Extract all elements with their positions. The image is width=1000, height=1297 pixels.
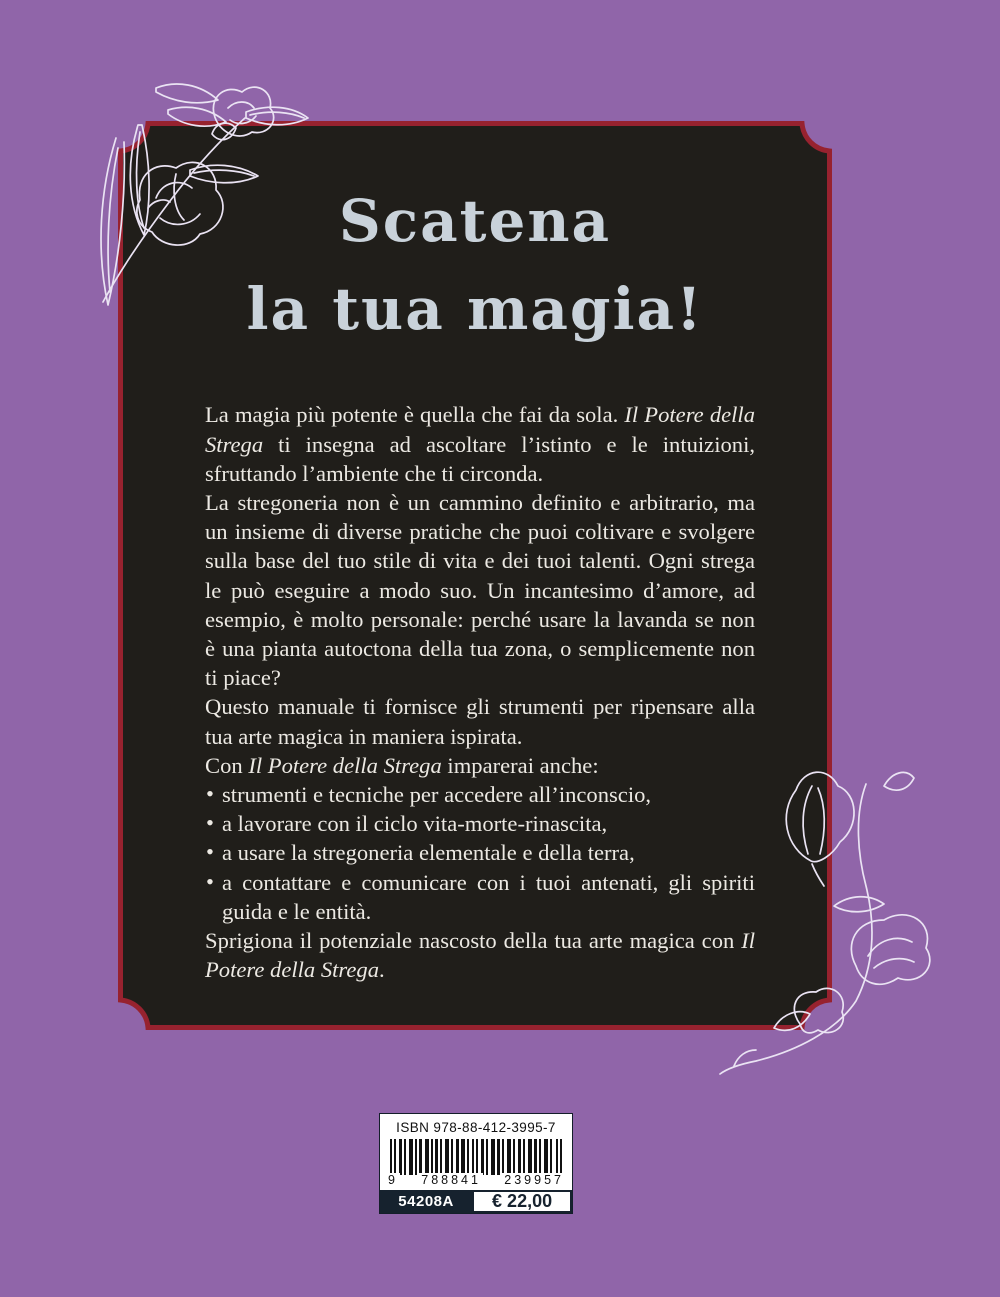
edition-code-badge: 54208A xyxy=(380,1190,472,1213)
text-panel xyxy=(118,121,832,1030)
book-title-mention: Il Potere della Strega xyxy=(205,402,755,457)
bullet-dot: • xyxy=(206,839,214,865)
list-item-text: a lavorare con il ciclo vita-morte-rinascita, xyxy=(222,811,608,837)
title-line-2: la tua magia! xyxy=(246,275,704,344)
blurb-paragraph-1 xyxy=(205,400,755,488)
body-text-segment: imparerai anche: xyxy=(441,752,599,778)
cover-blurb xyxy=(205,400,755,984)
barcode-block xyxy=(379,1113,573,1214)
blurb-paragraph-4 xyxy=(205,751,755,780)
list-item-text: a usare la stregoneria elementale e della terra, xyxy=(222,840,635,866)
barcode-digits xyxy=(380,1173,572,1190)
barcode-digit-group: 239957 xyxy=(504,1173,564,1187)
body-text-segment: Con xyxy=(205,752,249,778)
list-item xyxy=(205,809,755,838)
body-text-segment: . xyxy=(379,957,385,983)
list-item xyxy=(205,780,755,809)
isbn-label: ISBN 978-88-412-3995-7 xyxy=(396,1120,556,1135)
barcode-digit-group: 788841 xyxy=(421,1173,481,1187)
title-line-1: Scatena xyxy=(338,187,612,255)
book-title-mention: Il Potere della Strega xyxy=(248,752,442,778)
list-item-text: strumenti e tecniche per accedere all’inconscio, xyxy=(222,781,652,807)
book-title-mention: Il Potere della Strega xyxy=(205,927,755,983)
bullet-dot: • xyxy=(206,868,214,894)
barcode-digit-group: 9 xyxy=(388,1173,398,1187)
blurb-paragraph-5 xyxy=(205,926,755,984)
list-item-text: a contattare e comunicare con i tuoi antenati, gli spiriti guida e le entità. xyxy=(222,869,755,924)
feature-list xyxy=(205,780,755,926)
bullet-dot: • xyxy=(206,810,214,836)
body-text-segment: La magia più potente è quella che fai da sola. xyxy=(205,402,625,428)
bullet-dot: • xyxy=(206,780,214,806)
code-price-strip xyxy=(380,1190,572,1213)
list-item xyxy=(205,868,755,926)
body-text-segment: ti insegna ad ascoltare l’istinto e le intuizioni, sfruttando l’ambiente che ti circonda. xyxy=(205,431,755,486)
cover-title xyxy=(118,177,832,353)
blurb-paragraph-3: Questo manuale ti fornisce gli strumenti per ripensare alla tua arte magica in maniera ispirata. xyxy=(205,694,755,749)
blurb-paragraph-2: La stregoneria non è un cammino definito e arbitrario, ma un insieme di diverse pratiche che puoi coltivare e svolgere sulla base del tuo stile di vita e dei tuoi talenti. Ogni strega le può eseguire a modo suo. Un incantesimo d’amore, ad esempio, è molto personale: perché usare la lavanda se non è una pianta autoctona della tua zona, o semplicemente non ti piace? xyxy=(205,489,755,691)
price-badge: € 22,00 xyxy=(472,1190,572,1213)
list-item xyxy=(205,838,755,867)
body-text-segment: Sprigiona il potenziale nascosto della tua arte magica con xyxy=(205,927,742,953)
